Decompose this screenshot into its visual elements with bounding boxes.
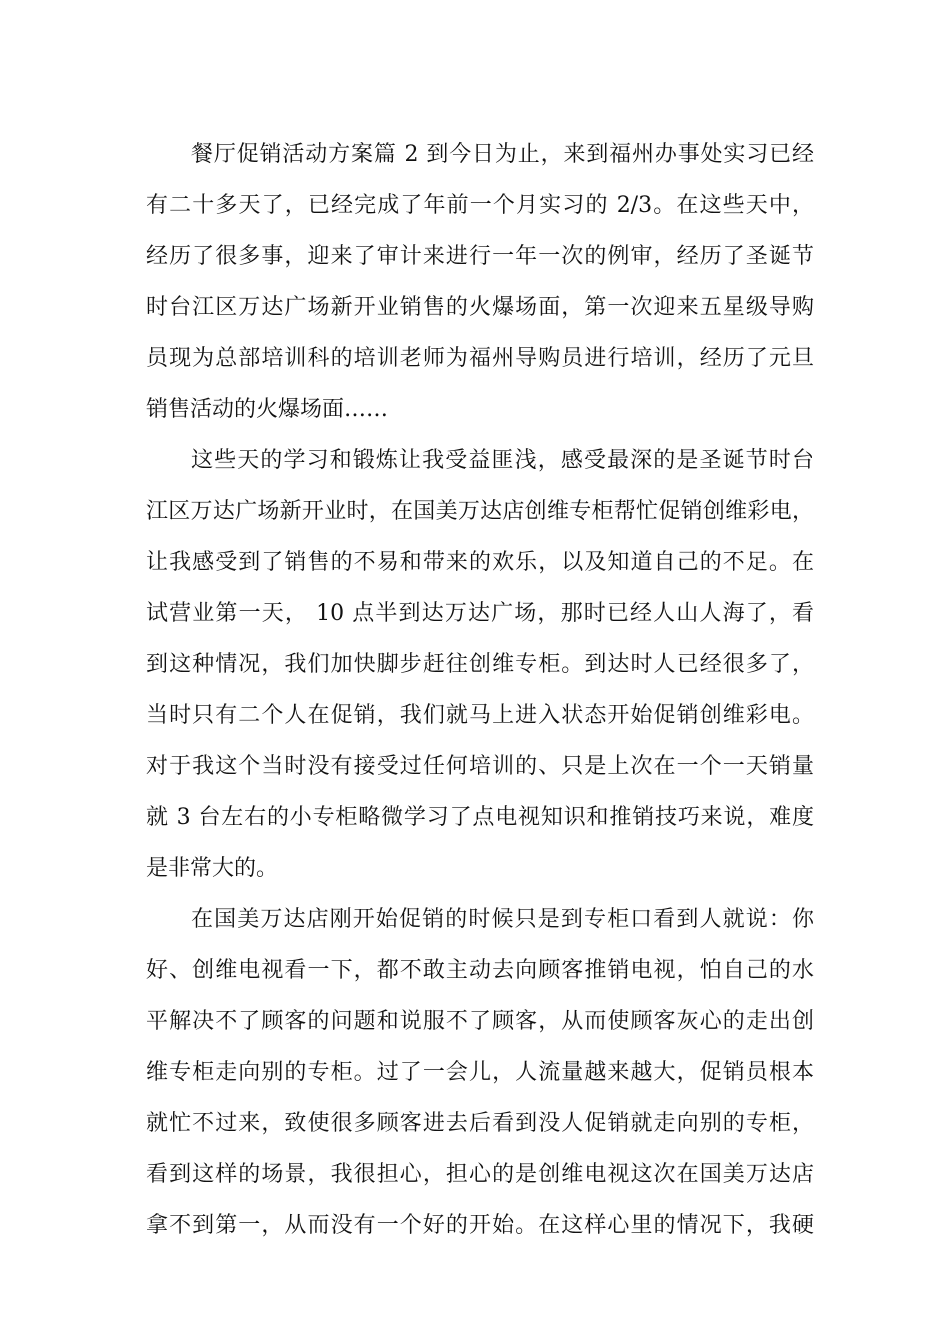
text-line: 经历了很多事，迎来了审计来进行一年一次的例审，经历了圣诞节 bbox=[146, 244, 814, 269]
paragraph-1 bbox=[146, 129, 814, 435]
paragraph-2 bbox=[146, 435, 814, 894]
text-line: 时台江区万达广场新开业销售的火爆场面，第一次迎来五星级导购 bbox=[146, 295, 814, 320]
document-body bbox=[146, 129, 814, 1251]
text-line: 试营业第一天， 10 点半到达万达广场，那时已经人山人海了，看 bbox=[146, 601, 814, 626]
paragraph-3 bbox=[146, 894, 814, 1251]
text-line: 好、创维电视看一下，都不敢主动去向顾客推销电视，怕自己的水 bbox=[146, 958, 814, 983]
text-line: 销售活动的火爆场面…… bbox=[146, 397, 389, 422]
text-line: 这些天的学习和锻炼让我受益匪浅，感受最深的是圣诞节时台 bbox=[191, 448, 814, 473]
text-line: 让我感受到了销售的不易和带来的欢乐，以及知道自己的不足。在 bbox=[146, 550, 814, 575]
text-line: 餐厅促销活动方案篇 2 到今日为止，来到福州办事处实习已经 bbox=[191, 142, 814, 167]
text-line: 是非常大的。 bbox=[146, 856, 279, 881]
text-line: 江区万达广场新开业时，在国美万达店创维专柜帮忙促销创维彩电， bbox=[146, 499, 814, 524]
text-line: 就忙不过来，致使很多顾客进去后看到没人促销就走向别的专柜， bbox=[146, 1111, 814, 1136]
text-line: 维专柜走向别的专柜。过了一会儿，人流量越来越大，促销员根本 bbox=[146, 1060, 814, 1085]
text-line: 平解决不了顾客的问题和说服不了顾客，从而使顾客灰心的走出创 bbox=[146, 1009, 814, 1034]
text-line: 到这种情况，我们加快脚步赶往创维专柜。到达时人已经很多了， bbox=[146, 652, 814, 677]
text-line: 拿不到第一，从而没有一个好的开始。在这样心里的情况下，我硬 bbox=[146, 1213, 814, 1238]
text-line: 员现为总部培训科的培训老师为福州导购员进行培训，经历了元旦 bbox=[146, 346, 814, 371]
text-line: 在国美万达店刚开始促销的时候只是到专柜口看到人就说：你 bbox=[191, 907, 814, 932]
text-line: 就 3 台左右的小专柜略微学习了点电视知识和推销技巧来说，难度 bbox=[146, 805, 814, 830]
text-line: 看到这样的场景，我很担心，担心的是创维电视这次在国美万达店 bbox=[146, 1162, 814, 1187]
text-line: 有二十多天了，已经完成了年前一个月实习的 2/3。在这些天中， bbox=[146, 193, 814, 218]
text-line: 对于我这个当时没有接受过任何培训的、只是上次在一个一天销量 bbox=[146, 754, 814, 779]
text-line: 当时只有二个人在促销，我们就马上进入状态开始促销创维彩电。 bbox=[146, 703, 814, 728]
